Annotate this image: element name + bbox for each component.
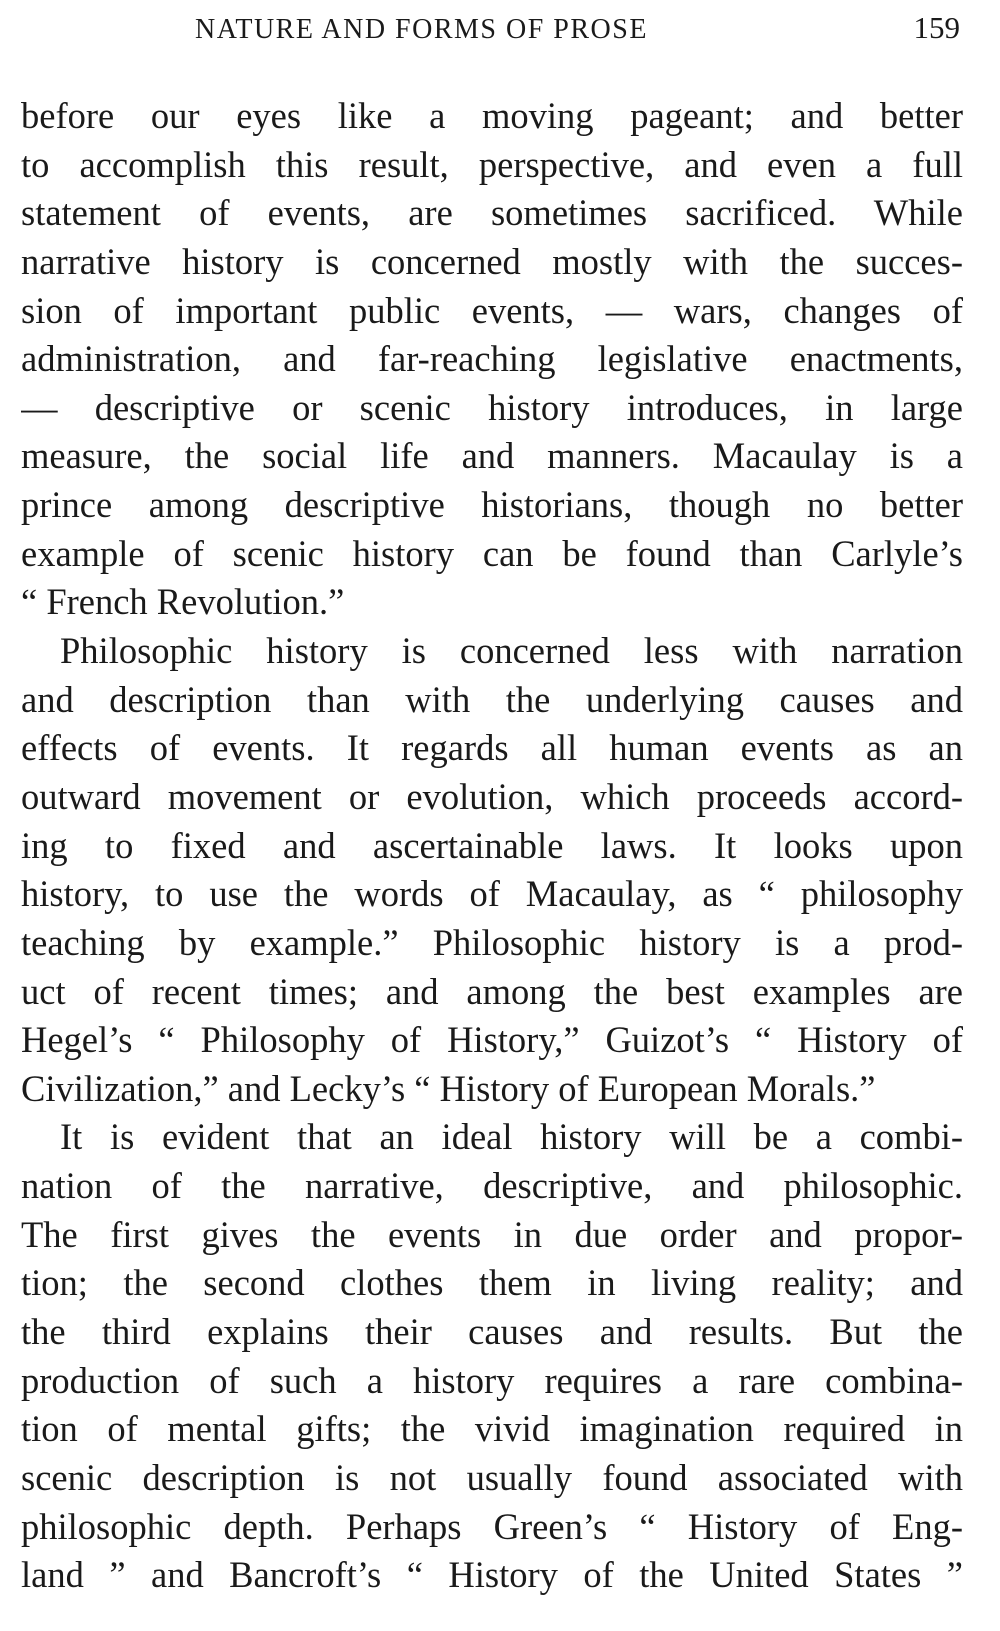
text-line: philosophic depth. Perhaps Green’s “ History of Eng- [21, 1505, 963, 1547]
text-line: statement of events, are sometimes sacrificed. While [21, 192, 963, 234]
paragraph [21, 92, 963, 627]
text-line: before our eyes like a moving pageant; and better [21, 95, 963, 136]
text-line: Civilization,” and Lecky’s “ History of European Morals.” [21, 1067, 876, 1109]
text-line: narrative history is concerned mostly with the succes- [21, 240, 963, 282]
text-line: production of such a history requires a rare combina- [21, 1359, 963, 1401]
text-line: “ French Revolution.” [21, 581, 345, 623]
text-line: The first gives the events in due order and propor- [21, 1213, 963, 1255]
body-text [21, 92, 963, 1600]
text-line: teaching by example.” Philosophic history is a prod- [21, 921, 963, 963]
text-line: prince among descriptive historians, though no better [21, 484, 963, 526]
text-line: administration, and far-reaching legislative enactments, [21, 338, 963, 380]
text-line: uct of recent times; and among the best examples are [21, 970, 963, 1012]
text-line: history, to use the words of Macaulay, as “ philosophy [21, 873, 963, 915]
text-line: sion of important public events, — wars, changes of [21, 289, 963, 331]
text-line: the third explains their causes and results. But the [21, 1311, 963, 1353]
text-line: example of scenic history can be found than Carlyle’s [21, 532, 963, 574]
paragraph [21, 1113, 963, 1599]
text-line: tion of mental gifts; the vivid imagination required in [21, 1408, 963, 1450]
text-line: ing to fixed and ascertainable laws. It looks upon [21, 824, 963, 866]
text-line: effects of events. It regards all human events as an [21, 727, 963, 769]
text-line: measure, the social life and manners. Macaulay is a [21, 435, 963, 477]
text-line: to accomplish this result, perspective, and even a full [21, 143, 963, 185]
running-head [20, 6, 960, 50]
text-line: Philosophic history is concerned less with narration [60, 630, 963, 672]
text-line: Hegel’s “ Philosophy of History,” Guizot’s “ History of [21, 1019, 963, 1061]
text-line: — descriptive or scenic history introduces, in large [21, 386, 963, 428]
paragraph [21, 627, 963, 1113]
page-number: 159 [913, 10, 960, 45]
text-line: tion; the second clothes them in living reality; and [21, 1262, 963, 1304]
text-line: and description than with the underlying causes and [21, 678, 963, 720]
text-line: scenic description is not usually found associated with [21, 1456, 963, 1498]
text-line: land ” and Bancroft’s “ History of the United States ” [21, 1554, 963, 1596]
text-line: It is evident that an ideal history will be a combi- [60, 1116, 963, 1158]
text-line: nation of the narrative, descriptive, and philosophic. [21, 1165, 963, 1207]
text-line: outward movement or evolution, which proceeds accord- [21, 775, 963, 817]
running-title: NATURE AND FORMS OF PROSE [195, 14, 648, 45]
